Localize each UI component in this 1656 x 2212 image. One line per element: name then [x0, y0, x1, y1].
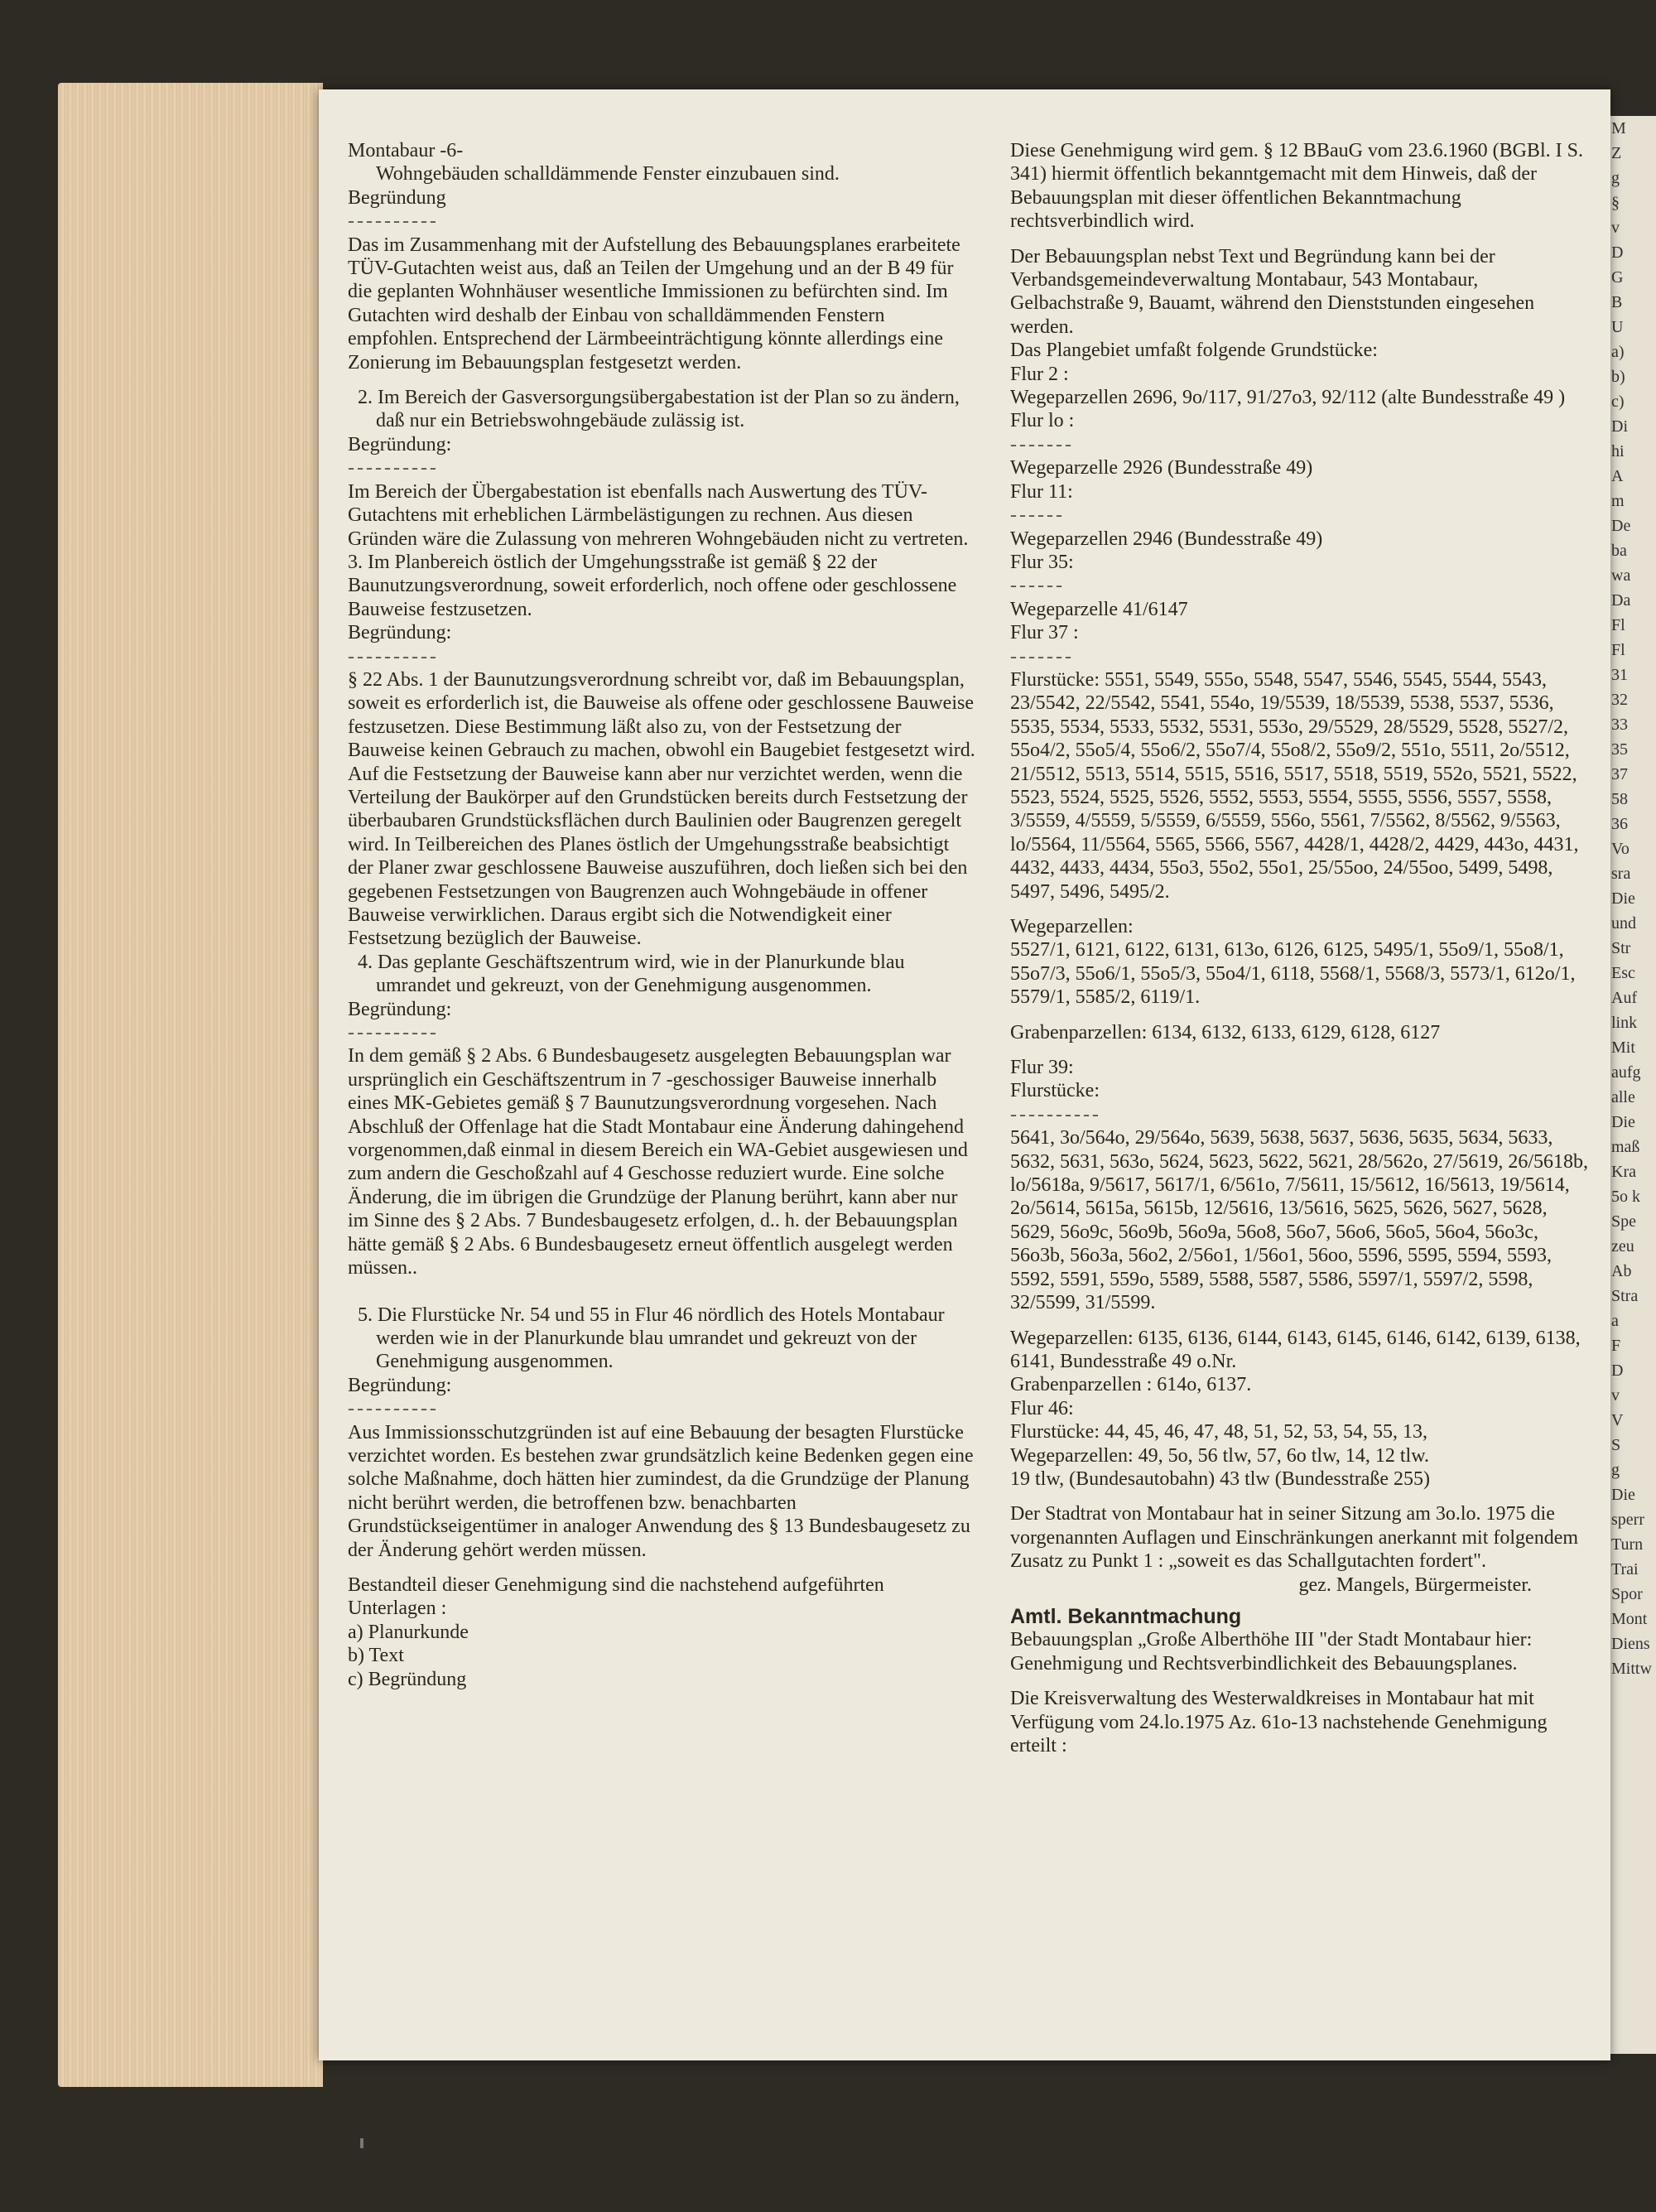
flur-39-parcels: 5641, 3o/564o, 29/564o, 5639, 5638, 5637, 5636, 5635, 5634, 5633, 5632, 5631, 563o, 5624, 5623, 5622, 5621, 28/562o, 27/5619, 26/5618b, lo/5618a, 9/5617, 5617/1, 6/561o, 7/5611, 15/5612, 16/5613, 19/5614, 2o/5614, 5615a, 5615b, 12/5616, 13/5616, 5625, 5626, 5627, 5628, 5629, 56o9c, 56o9b, 56o9a, 56o8, 56o7, 56o6, 56o5, 56o4, 56o3c, 56o3b, 56o3a, 56o2, 2/56o1, 1/56o1, 56oo, 5596, 5595, 5594, 5593, 5592, 5591, 559o, 5589, 5588, 5587, 5586, 5597/1, 5597/2, 5598, 32/5599, 31/5599. [1010, 1127, 1589, 1314]
divider: ------- [1010, 433, 1074, 455]
next-page-fragment: A [1611, 467, 1624, 485]
next-page-fragment: v [1611, 1386, 1620, 1405]
reason-text-2: Im Bereich der Übergabestation ist ebenfalls nach Auswertung des TÜV-Gutachtens mit erheblichen Lärmbelästigungen zu rechnen. Aus diesen Gründen wäre die Zulassung von mehreren Wohngebäuden nicht zu vertreten. [348, 480, 969, 550]
flur-35-parcels: Wegeparzelle 41/6147 [1010, 598, 1188, 620]
next-page-fragment: U [1611, 318, 1624, 336]
next-page-fragment: F [1611, 1337, 1621, 1355]
next-page-fragment: 58 [1611, 790, 1628, 808]
next-page-edge [1606, 116, 1656, 2054]
next-page-fragment: maß [1611, 1138, 1640, 1156]
item-2: 2. Im Bereich der Gasversorgungsübergabestation ist der Plan so zu ändern, daß nur ein Betriebswohngebäude zulässig ist. [358, 387, 960, 432]
wegeparzellen-2: Wegeparzellen: 6135, 6136, 6144, 6143, 6145, 6146, 6142, 6139, 6138, 6141, Bundesstraße 49 o.Nr. [1010, 1327, 1581, 1372]
wegeparzellen-label: Wegeparzellen: [1010, 916, 1134, 937]
next-page-fragment: B [1611, 293, 1623, 311]
next-page-fragment: sperr [1611, 1511, 1644, 1529]
inspection-text: Der Bebauungsplan nebst Text und Begründung kann bei der Verbandsgemeindeverwaltung Montabaur, 543 Montabaur, Gelbachstraße 9, Bauamt, während den Dienststunden eingesehen werden. [1010, 245, 1535, 338]
flur-11-label: Flur 11: [1010, 480, 1073, 503]
item-5: 5. Die Flurstücke Nr. 54 und 55 in Flur 46 nördlich des Hotels Montabaur werden wie in der Planurkunde blau umrandet und gekreuzt von der Genehmigung ausgenommen. [358, 1304, 945, 1373]
grabenparzellen: Grabenparzellen: 6134, 6132, 6133, 6129, 6128, 6127 [1010, 1021, 1441, 1043]
next-page-fragment: Str [1611, 939, 1631, 957]
next-page-fragment: c) [1611, 393, 1625, 411]
flur-35-label: Flur 35: [1010, 551, 1074, 573]
flur-46-label: Flur 46: [1010, 1397, 1074, 1419]
next-page-fragment: 36 [1611, 815, 1628, 833]
next-page-fragment: Di [1611, 417, 1628, 436]
announcement-text-2: Die Kreisverwaltung des Westerwaldkreises in Montabaur hat mit Verfügung vom 24.lo.1975 Az. 61o-13 nachstehende Genehmigung erteilt : [1010, 1688, 1548, 1757]
reason-text-5: Aus Immissionsschutzgründen ist auf eine Bebauung der besagten Flurstücke verzichtet worden. Es bestehen zwar grundsätzlich keine Bedenken gegen eine solche Maßnahme, doch hätten hier zumindest, da die Grundzüge der Planung nicht berührt werden, die betroffenen bzw. benachbarten Grundstückseigentümer in analoger Anwendung des § 13 Bundesbaugesetz zu der Änderung gehört werden müssen. [348, 1421, 974, 1561]
next-page-fragment: Mittw [1611, 1660, 1652, 1678]
divider-3: ---------- [348, 645, 439, 667]
reason-label-4: Begründung: [348, 998, 452, 1020]
next-page-fragment: Stra [1611, 1287, 1639, 1305]
next-page-fragment: g [1611, 169, 1620, 187]
reason-label-2: Begründung: [348, 433, 452, 455]
wegeparzellen-list: 5527/1, 6121, 6122, 6131, 613o, 6126, 6125, 5495/1, 55o9/1, 55o8/1, 55o7/3, 55o6/1, 55o5/3, 55o4/1, 6118, 5568/1, 5568/3, 5573/1, 612o/1, 5579/1, 5585/2, 6119/1. [1010, 939, 1576, 1009]
attachment-item: c) Begründung [348, 1668, 467, 1690]
next-page-fragment: Ab [1611, 1262, 1632, 1280]
reason-text-3: § 22 Abs. 1 der Baunutzungsverordnung schreibt vor, daß im Bebauungsplan, soweit es erforderlich ist, die Bauweise als offene oder geschlossene Bauweise festzusetzen. Diese Bestimmung läßt also zu, von der Festsetzung der Bauweise keinen Gebrauch zu machen, obwohl ein Baugebiet festgesetzt wird. Auf die Festsetzung der Bauweise kann aber nur verzichtet werden, wenn die Verteilung der Baukörper auf den Grundstücken bereits durch Festsetzung der überbaubaren Grundstücksflächen durch Baulinien oder Baugrenzen geregelt wird. In Teilbereichen des Planes östlich der Umgehungsstraße beabsichtigt der Planer zwar geschlossene Bauweise auszuführen, doch ließen sich bei den gegebenen Festsetzungen von Baugrenzen auch Wohngebäude in offener Bauweise verwirklichen. Daraus ergibt sich die Notwendigkeit einer Festsetzung bezüglich der Bauweise. [348, 668, 975, 950]
announcement-text-1: Bebauungsplan „Große Alberthöhe III "der Stadt Montabaur hier: Genehmigung und Rechtsverbindlichkeit des Bebauungsplanes. [1010, 1629, 1533, 1675]
next-page-fragment: V [1611, 1411, 1624, 1429]
divider: ------ [1010, 575, 1065, 597]
right-column [1010, 139, 1590, 1757]
next-page-fragment: G [1611, 268, 1624, 287]
next-page-fragment: Z [1611, 144, 1622, 162]
next-page-fragment: 37 [1611, 765, 1628, 783]
flur-39-label: Flur 39: [1010, 1057, 1074, 1079]
flur-2-parcels: Wegeparzellen 2696, 9o/117, 91/27o3, 92/112 (alte Bundesstraße 49 ) [1010, 387, 1566, 409]
next-page-fragment: Die [1611, 1486, 1635, 1504]
next-page-fragment: g [1611, 1461, 1620, 1479]
divider-5: ---------- [348, 1398, 439, 1420]
next-page-fragment: Diens [1611, 1635, 1650, 1653]
next-page-fragment: Kra [1611, 1163, 1636, 1181]
next-page-fragment: 31 [1611, 666, 1628, 684]
flur-10-label: Flur lo : [1010, 410, 1075, 432]
next-page-fragment: Die [1611, 889, 1635, 908]
next-page-fragment: hi [1611, 442, 1625, 460]
reason-label-5: Begründung: [348, 1374, 452, 1396]
plan-area-intro: Das Plangebiet umfaßt folgende Grundstücke: [1010, 340, 1378, 362]
flur-2-label: Flur 2 : [1010, 363, 1069, 385]
reason-text-4: In dem gemäß § 2 Abs. 6 Bundesbaugesetz ausgelegten Bebauungsplan war ursprünglich ein Geschäftszentrum in 7 -geschossiger Bauweise innerhalb eines MK-Gebietes gemäß § 7 Baunutzungsverordnung vorgesehen. Nach Abschluß der Offenlage hat die Stadt Montabaur eine Änderung dahingehend vorgenommen,daß einmal in diesem Bereich ein WA-Gebiet ausgewiesen und zum andern die Geschoßzahl auf 4 Geschosse reduziert wurde. Eine solche Änderung, die im übrigen die Grundzüge der Planung berührt, kann aber nur im Sinne des § 2 Abs. 7 Bundesbaugesetz erfolgen, d.. h. der Bebauungsplan hätte gemäß § 2 Abs. 6 Bundesbaugesetz erneut öffentlich ausgelegt werden müssen.. [348, 1045, 968, 1279]
flur-46-other: 19 tlw, (Bundesautobahn) 43 tlw (Bundesstraße 255) [1010, 1467, 1431, 1490]
next-page-fragment: M [1611, 119, 1626, 137]
next-page-fragment: Turn [1611, 1535, 1644, 1554]
next-page-fragment: link [1611, 1014, 1638, 1032]
reason-label-3: Begründung: [348, 622, 452, 644]
next-page-fragment: S [1611, 1436, 1621, 1454]
divider-4: ---------- [348, 1022, 439, 1044]
intro-continuation: Wohngebäuden schalldämmende Fenster einzubauen sind. [376, 163, 840, 186]
reason-text-1: Das im Zusammenhang mit der Aufstellung des Bebauungsplanes erarbeitete TÜV-Gutachten weist aus, daß an Teilen der Umgehung und an der B 49 für die geplanten Wohnhäuser wesentliche Immissionen zu befürchten sind. Im Gutachten wird deshalb der Einbau von schalldämmenden Fenstern empfohlen. Entsprechend der Lärmbeeinträchtigung könnte allerdings eine Zonierung im Bebauungsplan festgesetzt werden. [348, 234, 960, 373]
next-page-fragment: m [1611, 492, 1625, 510]
next-page-fragment: 35 [1611, 740, 1628, 759]
next-page-fragment: Spor [1611, 1585, 1643, 1603]
next-page-fragment: Mont [1611, 1610, 1648, 1628]
divider-2: ---------- [348, 457, 439, 480]
next-page-fragment: a [1611, 1312, 1619, 1330]
divider: ---------- [1010, 1103, 1101, 1125]
next-page-fragment: D [1611, 243, 1624, 262]
city-council-text: Der Stadtrat von Montabaur hat in seiner Sitzung am 3o.lo. 1975 die vorgenannten Auflagen und Einschränkungen anerkannt mit folgendem Zusatz zu Punkt 1 : „soweit es das Schallgutachten fordert". [1010, 1503, 1579, 1573]
attachment-item: b) Text [348, 1645, 404, 1667]
next-page-fragment: Da [1611, 591, 1631, 610]
next-page-fragment: a) [1611, 343, 1625, 361]
next-page-fragment: De [1611, 517, 1631, 535]
next-page-fragment: b) [1611, 368, 1625, 386]
flur-10-parcels: Wegeparzelle 2926 (Bundesstraße 49) [1010, 457, 1313, 480]
flur-37-parcels: Flurstücke: 5551, 5549, 555o, 5548, 5547, 5546, 5545, 5544, 5543, 23/5542, 22/5542, 5541, 554o, 19/5539, 18/5539, 5538, 5537, 5536, 5535, 5534, 5533, 5532, 5531, 553o, 29/5529, 28/5529, 5528, 5527/2, 55o4/2, 55o5/4, 55o6/2, 55o7/4, 55o8/2, 55o9/2, 551o, 5511, 2o/5512, 21/5512, 5513, 5514, 5515, 5516, 5517, 5518, 5519, 552o, 5521, 5522, 5523, 5524, 5525, 5526, 5552, 5553, 5554, 5555, 5556, 5557, 5558, 3/5559, 4/5559, 5/5559, 6/5559, 556o, 5561, 7/5562, 8/5562, 9/5563, lo/5564, 11/5564, 5565, 5566, 5567, 4428/1, 4428/2, 4429, 443o, 4431, 4432, 4433, 4434, 55o3, 55o2, 55o1, 25/55oo, 24/55oo, 5499, 5498, 5497, 5496, 5495/2. [1010, 668, 1579, 903]
book-page-edges [58, 83, 323, 2087]
page-header: Montabaur -6- [348, 140, 464, 161]
flur-46-flurstuecke: Flurstücke: 44, 45, 46, 47, 48, 51, 52, 53, 54, 55, 13, [1010, 1421, 1427, 1443]
next-page-fragment: Auf [1611, 989, 1638, 1007]
flur-11-parcels: Wegeparzellen 2946 (Bundesstraße 49) [1010, 528, 1323, 550]
next-page-fragment: aufg [1611, 1063, 1641, 1082]
flurstuecke-label: Flurstücke: [1010, 1080, 1100, 1102]
next-page-fragment: v [1611, 219, 1620, 237]
left-column [348, 139, 977, 1691]
next-page-fragment: Fl [1611, 641, 1625, 659]
attachment-item: a) Planurkunde [348, 1621, 469, 1643]
next-page-fragment: § [1611, 194, 1620, 212]
item-4: 4. Das geplante Geschäftszentrum wird, wie in der Planurkunde blau umrandet und gekreuzt, von der Genehmigung ausgenommen. [358, 951, 905, 997]
reason-label-1: Begründung [348, 186, 446, 209]
next-page-fragment: Vo [1611, 840, 1630, 858]
next-page-fragment: zeu [1611, 1237, 1634, 1255]
next-page-fragment: Die [1611, 1113, 1635, 1131]
next-page-fragment: 33 [1611, 716, 1628, 734]
next-page-fragment: Esc [1611, 964, 1635, 982]
next-page-fragment: D [1611, 1361, 1624, 1380]
approval-text: Diese Genehmigung wird gem. § 12 BBauG vom 23.6.1960 (BGBl. I S. 341) hiermit öffentlich bekanntgemacht mit dem Hinweis, daß der Bebauungsplan mit dieser öffentlichen Bekanntmachung rechtsverbindlich wird. [1010, 140, 1583, 233]
next-page-fragment: ba [1611, 542, 1627, 560]
section-heading: Amtl. Bekanntmachung [1010, 1604, 1242, 1628]
next-page-fragment: sra [1611, 865, 1631, 883]
flur-37-label: Flur 37 : [1010, 622, 1079, 644]
next-page-fragment: Trai [1611, 1560, 1639, 1578]
next-page-fragment: wa [1611, 566, 1631, 585]
flur-46-wegeparzellen: Wegeparzellen: 49, 5o, 56 tlw, 57, 6o tlw, 14, 12 tlw. [1010, 1444, 1429, 1467]
grabenparzellen-2: Grabenparzellen : 614o, 6137. [1010, 1374, 1252, 1396]
page-mark [360, 2138, 363, 2148]
document-page [319, 89, 1610, 2060]
divider: ------ [1010, 504, 1065, 527]
next-page-fragment: 5o k [1611, 1188, 1640, 1206]
divider-1: ---------- [348, 210, 439, 233]
next-page-fragment: und [1611, 914, 1636, 933]
next-page-fragment: alle [1611, 1088, 1635, 1106]
next-page-fragment: 32 [1611, 691, 1628, 709]
next-page-fragment: Fl [1611, 616, 1625, 634]
item-3: 3. Im Planbereich östlich der Umgehungsstraße ist gemäß § 22 der Baunutzungsverordnung, soweit erforderlich, noch offene oder geschlossene Bauweise festzusetzen. [348, 551, 957, 620]
next-page-fragment: Mit [1611, 1039, 1635, 1057]
signature: gez. Mangels, Bürgermeister. [1298, 1573, 1532, 1596]
divider: ------- [1010, 645, 1074, 667]
next-page-fragment: Spe [1611, 1212, 1636, 1231]
attachments-intro: Bestandteil dieser Genehmigung sind die nachstehend aufgeführten Unterlagen : [348, 1573, 884, 1620]
